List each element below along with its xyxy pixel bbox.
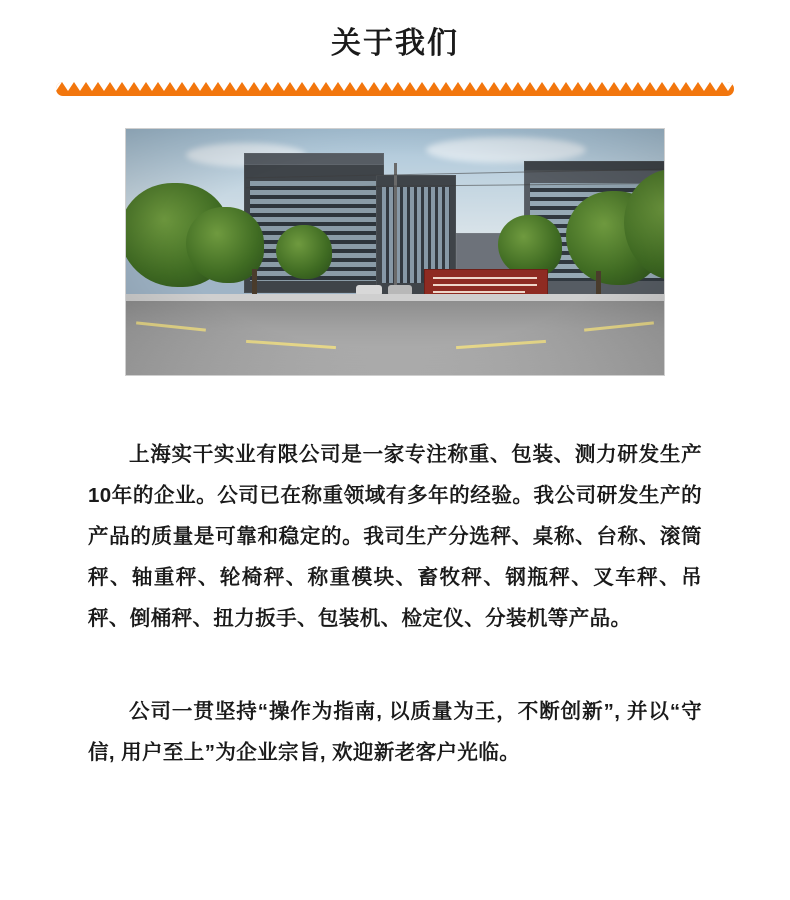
- photo-cloud: [426, 137, 586, 163]
- divider-bar: [56, 82, 734, 96]
- zigzag-icon: [56, 82, 734, 91]
- photo-tree-trunk: [252, 269, 257, 295]
- company-photo-container: [0, 128, 790, 376]
- about-us-text: [0, 434, 790, 773]
- photo-tree: [498, 215, 562, 277]
- photo-tree-trunk: [596, 271, 601, 297]
- paragraph-company-motto: 公司一贯坚持“操作为指南, 以质量为王，不断创新”, 并以“守信, 用户至上”为企业宗旨, 欢迎新老客户光临。: [88, 700, 702, 764]
- paragraph-company-intro: 上海实干实业有限公司是一家专注称重、包装、测力研发生产10年的企业。公司已在称重领域有多年的经验。我公司研发生产的产品的质量是可靠和稳定的。我司生产分选秤、桌称、台称、滚筒秤、轴重秤、轮椅秤、称重模块、畜牧秤、钢瓶秤、叉车秤、吊秤、倒桶秤、扭力扳手、包装机、检定仪、分装机等产品。: [88, 443, 702, 630]
- photo-sign-line: [433, 291, 525, 293]
- page-title: 关于我们: [331, 27, 459, 60]
- photo-roof-left: [244, 153, 384, 165]
- decorative-divider: [0, 82, 790, 100]
- photo-tree: [276, 225, 332, 279]
- photo-sign-line: [433, 277, 537, 279]
- photo-road: [126, 301, 664, 375]
- photo-utility-pole: [394, 163, 397, 295]
- company-building-photo: [125, 128, 665, 376]
- photo-sign-line: [433, 284, 537, 286]
- photo-curb: [126, 294, 664, 301]
